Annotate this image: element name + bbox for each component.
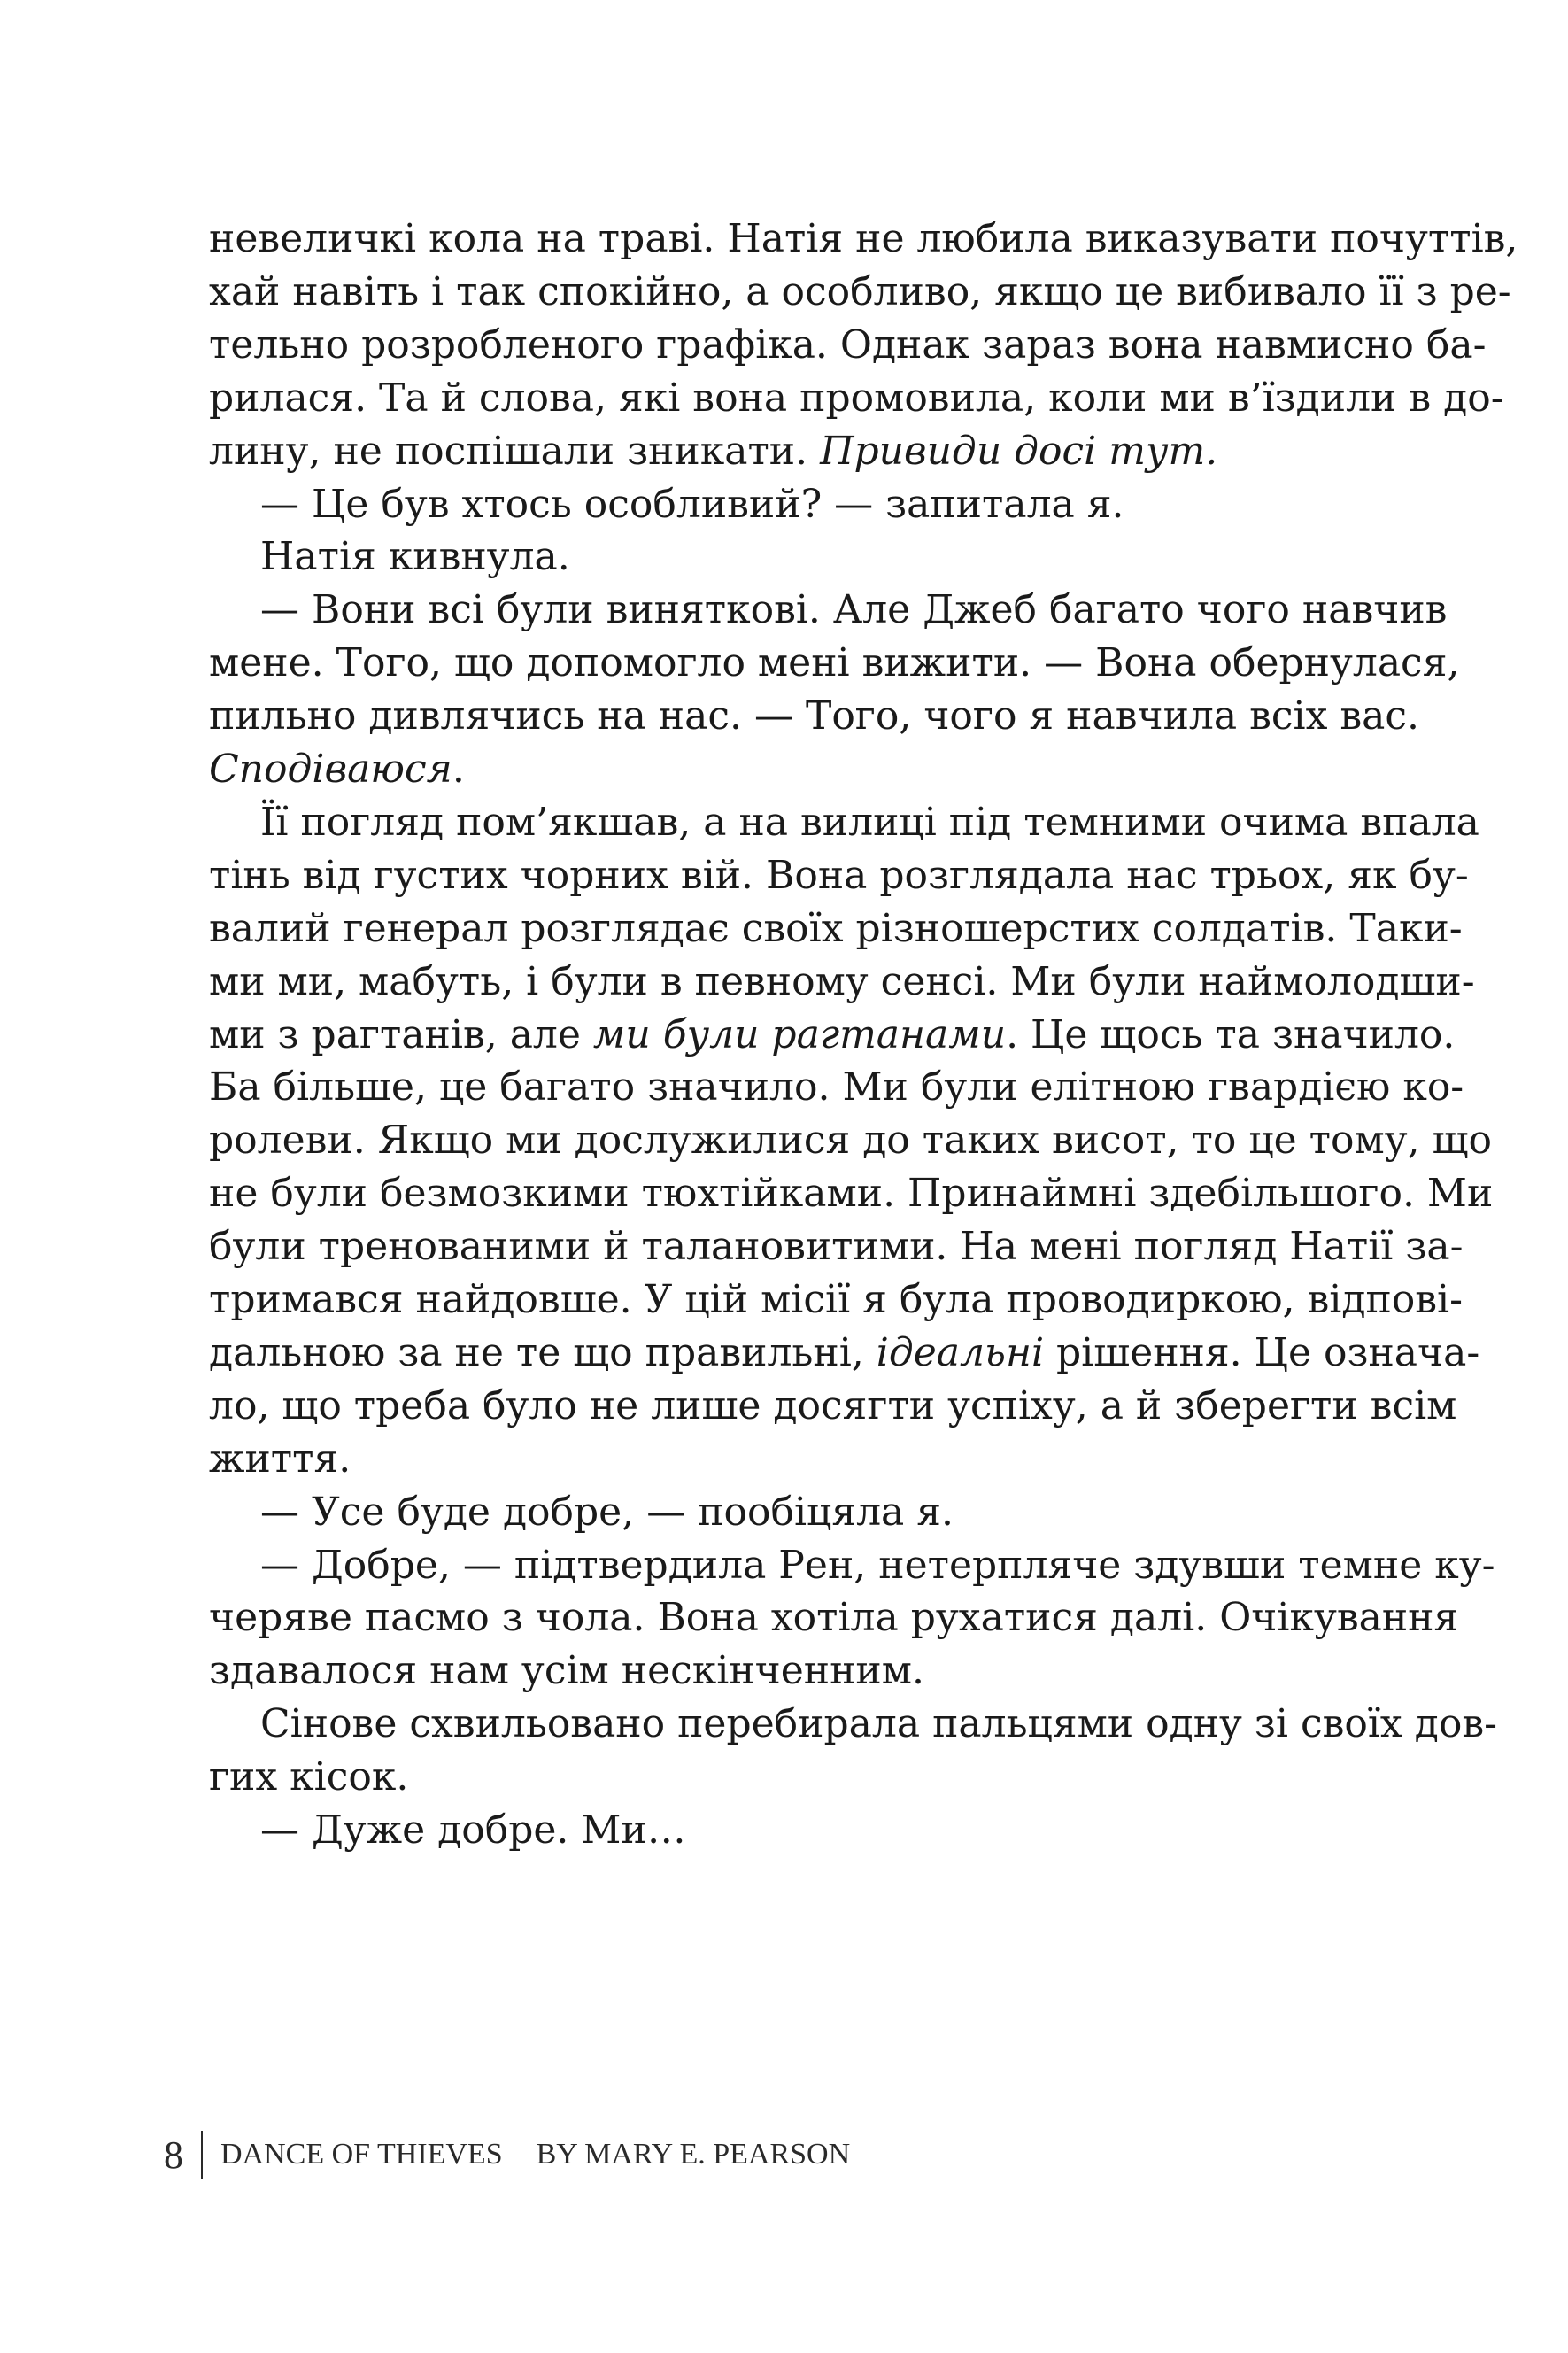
text-line: тримався найдовше. У цій місії я була проводиркою, відпові- bbox=[209, 1277, 1463, 1322]
text-line: гих кісок. bbox=[209, 1754, 409, 1800]
text-line: тінь від густих чорних вій. Вона розглядала нас трьох, як бу- bbox=[209, 853, 1469, 898]
text-line: рилася. Та й слова, які вона промовила, коли ми в’їздили в до- bbox=[209, 375, 1504, 421]
text-line: ми ми, мабуть, і були в певному сенсі. Ми були наймолодши- bbox=[209, 959, 1475, 1004]
text-line: — Вони всі були виняткові. Але Джеб багато чого навчив bbox=[260, 587, 1448, 632]
text-line: хай навіть і так спокійно, а особливо, якщо це вибивало її з ре- bbox=[209, 269, 1511, 314]
text-line: Сінове схвильовано перебирала пальцями одну зі своїх дов- bbox=[260, 1701, 1497, 1746]
text-line: невеличкі кола на траві. Натія не любила виказувати почуттів, bbox=[209, 216, 1518, 261]
text-line: — Це був хтось особливий? — запитала я. bbox=[260, 482, 1124, 527]
italic-text: Сподіваюся bbox=[209, 747, 452, 792]
text-line: черяве пасмо з чола. Вона хотіла рухатися далі. Очікування bbox=[209, 1595, 1459, 1640]
text-line: валий генерал розглядає своїх різношерстих солдатів. Таки- bbox=[209, 906, 1463, 951]
text-span: ми з рагтанів, але bbox=[209, 1012, 593, 1057]
running-footer bbox=[164, 2130, 850, 2179]
text-line: ло, що треба було не лише досягти успіху, а й зберегти всім bbox=[209, 1383, 1457, 1428]
text-line: Натія кивнула. bbox=[260, 534, 570, 579]
text-line bbox=[209, 1327, 1480, 1380]
text-line bbox=[209, 743, 1385, 796]
text-line: були тренованими й талановитими. На мені погляд Натії за- bbox=[209, 1224, 1464, 1269]
text-line: — Добре, — підтвердила Рен, нетерпляче здувши темне ку- bbox=[260, 1543, 1495, 1588]
book-title: DANCE OF THIEVES bbox=[220, 2138, 503, 2171]
italic-text: Привиди досі тут. bbox=[820, 429, 1218, 474]
text-line: — Дуже добре. Ми… bbox=[260, 1807, 686, 1853]
text-line: — Усе буде добре, — пообіцяла я. bbox=[260, 1490, 954, 1535]
text-line: Ба більше, це багато значило. Ми були елітною гвардією ко- bbox=[209, 1064, 1464, 1110]
text-line: Її погляд пом’якшав, а на вилиці під темними очима впала bbox=[260, 800, 1479, 845]
text-span: лину, не поспішали зникати. bbox=[209, 429, 821, 474]
text-span: рішення. Це означа- bbox=[1044, 1330, 1480, 1375]
text-span: . Це щось та значило. bbox=[1006, 1012, 1456, 1057]
text-line: мене. Того, що допомогло мені вижити. — Вона обернулася, bbox=[209, 640, 1460, 685]
italic-text: ми були рагтанами bbox=[592, 1012, 1007, 1057]
book-author: BY MARY E. PEARSON bbox=[536, 2138, 851, 2171]
text-line: ролеви. Якщо ми дослужилися до таких висот, то це тому, що bbox=[209, 1118, 1492, 1163]
page-number: 8 bbox=[164, 2132, 183, 2177]
text-line: здавалося нам усім нескінченним. bbox=[209, 1648, 924, 1693]
footer-divider bbox=[201, 2131, 203, 2179]
text-line bbox=[209, 1009, 1456, 1062]
italic-text: ідеальні bbox=[876, 1330, 1045, 1375]
text-line: не були безмозкими тюхтійками. Принаймні здебільшого. Ми bbox=[209, 1171, 1494, 1216]
text-line: тельно розробленого графіка. Однак зараз вона навмисно ба- bbox=[209, 322, 1487, 368]
text-span: дальною за не те що правильні, bbox=[209, 1330, 877, 1375]
text-span: . bbox=[452, 747, 465, 792]
text-line: пильно дивлячись на нас. — Того, чого я навчила всіх вас. bbox=[209, 693, 1420, 739]
text-line bbox=[209, 425, 1385, 478]
text-line: життя. bbox=[209, 1436, 351, 1482]
